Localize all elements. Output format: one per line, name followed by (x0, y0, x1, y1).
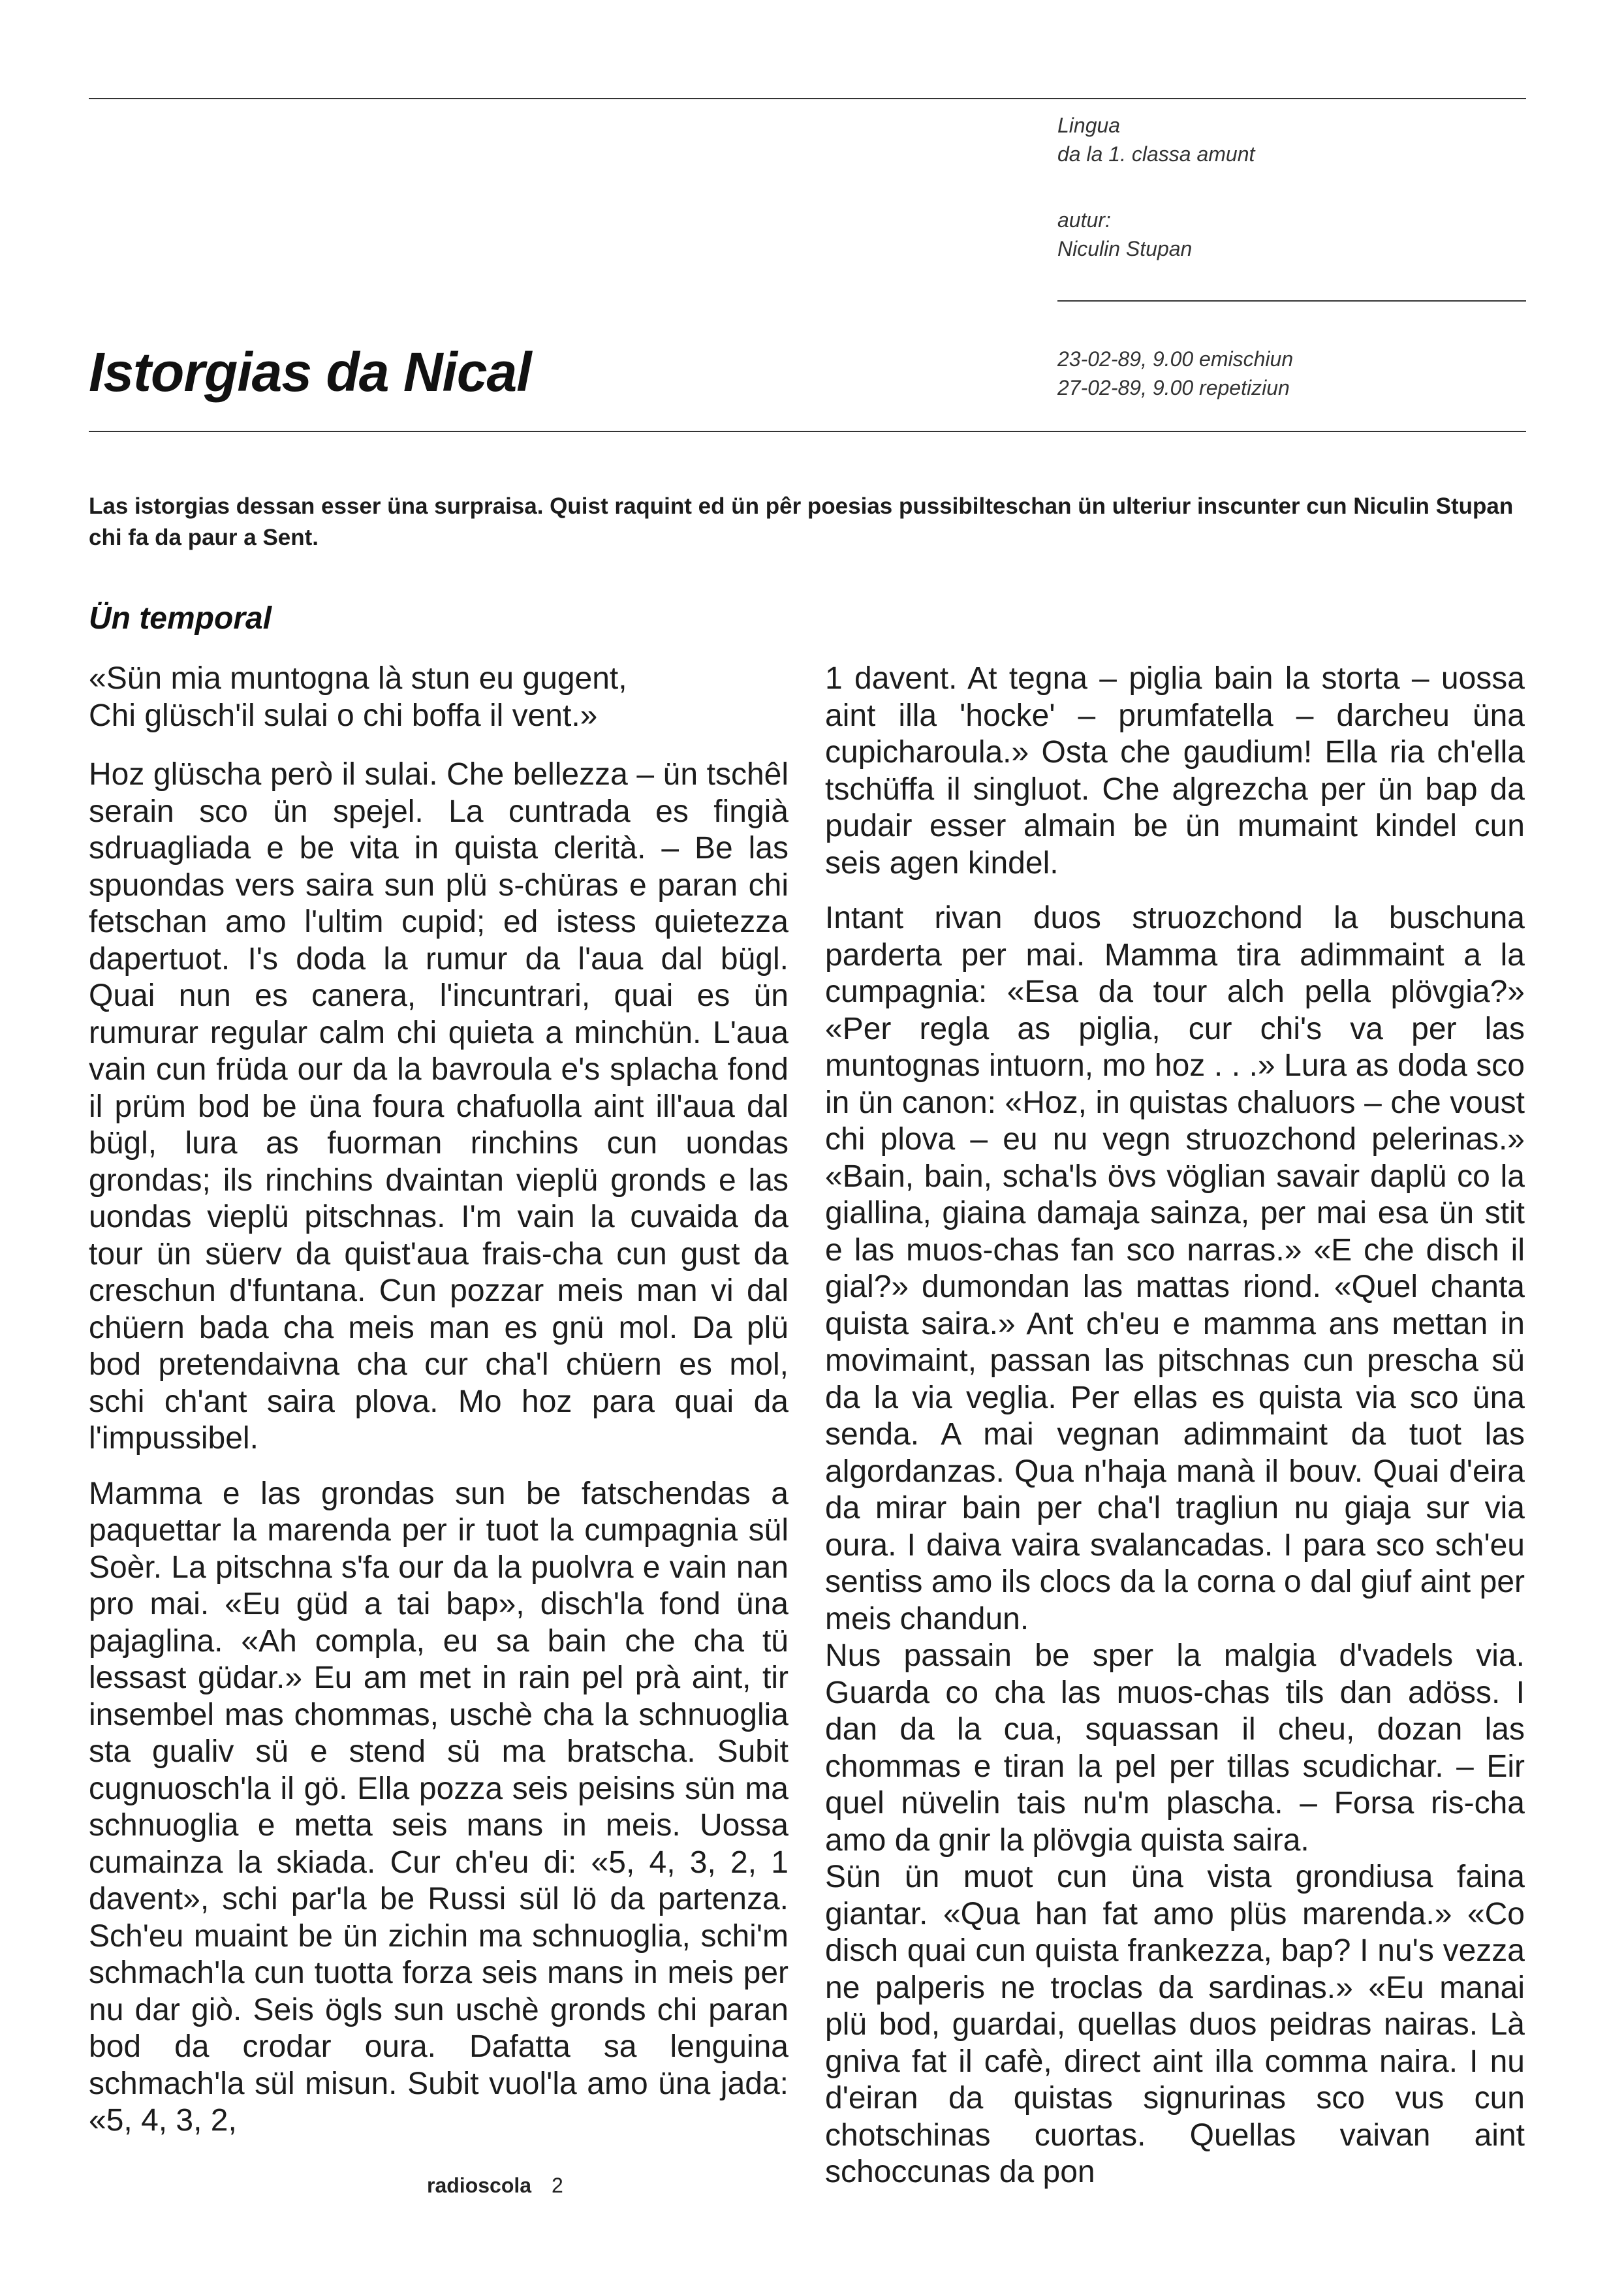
paragraph: Intant rivan duos struozchond la buschuna parderta per mai. Mamma tira adimmaint a la cumpagnia: «Esa da tour alch pella plövgia?» «Per regla as piglia, cur chi's va per las muntognas intuorn, mo hoz . . .» Lura as doda sco in ün canon: «Hoz, in quistas chaluors – che voust chi plova – eu nu vegn struozchond pelerinas.» «Bain, bain, scha'ls övs vöglian savair daplü co la giallina, giaina damaja sainza, per mai esa ün stit e las muos-chas fan sco narras.» «E che disch il gial?» dumondan las mattas riond. «Quel chanta quista saira.» Ant ch'eu e mamma ans mettan in movimaint, passan las pitschnas cun prescha sü da la via veglia. Per ellas es quista via sco üna senda. A mai vegnan adimmaint da tuot las algordanzas. Qua n'haja manà il bouv. Quai d'eira da mirar bain per cha'l tragliun nu giaja sur via oura. I daiva vaira svalancadas. I para sco sch'eu sentiss amo ils clocs da la corna o dal giuf aint per meis chandun. (825, 901, 1525, 1636)
left-column (89, 661, 789, 2140)
page-title: Istorgias da Nical (89, 341, 531, 403)
grade-label: da la 1. classa amunt (1057, 142, 1255, 166)
paragraph: Mamma e las grondas sun be fatschendas a paquettar la marenda per ir tuot la cumpagnia sül Soèr. La pitschna s'fa our da la puolvra e vain nan pro mai. «Eu güd a tai bap», disch'la fond üna pajaglina. «Ah compla, eu sa bain che cha tü lessast güdar.» Eu am met in rain pel prà aint, tir insembel mas chommas, uschè cha la schnuoglia sta gualiv sü e stend sü ma bratscha. Subit cugnuosch'la il gö. Ella pozza seis peisins sün ma schnuoglia e metta seis mans in meis. Uossa cumainza la skiada. Cur ch'eu di: «5, 4, 3, 2, 1 davent», schi par'la be Russi sül lö da partenza. Sch'eu muaint be ün zichin ma schnuoglia, schi'm schmach'la cun tuotta forza seis mans in meis per nu dar giò. Seis ögls sun uschè gronds chi paran bod da crodar oura. Dafatta sa lenguina schmach'la sül misun. Subit vuol'la amo üna jada: «5, 4, 3, 2, (89, 1476, 789, 2138)
subject-label: Lingua (1057, 114, 1121, 137)
poem-line: «Sün mia muntogna là stun eu gugent, (89, 661, 627, 696)
author-block (1057, 206, 1192, 263)
poem-line: Chi glüsch'il sulai o chi boffa il vent.» (89, 698, 598, 733)
repeat-date: 27-02-89, 9.00 repetiziun (1057, 376, 1290, 399)
author-label: autur: (1057, 208, 1111, 232)
page-footer (427, 2174, 563, 2198)
poem (89, 661, 789, 734)
paragraph: Hoz glüscha però il sulai. Che bellezza – ün tschêl serain sco ün spejel. La cuntrada es fingià sdruagliada e be vita in quista clerità. – Be las spuondas vers saira sun plü s-chüras e paran chi fetschan amo l'ultim cupid; ed istess quietezza dapertuot. I's doda la rumur da l'aua dal bügl. Quai nun es canera, l'incuntrari, quai es ün rumurar regular calm chi quieta a minchün. L'aua vain cun früda our da la bavroula e's splacha fond il prüm bod be üna foura chafuolla aint ill'aua dal bügl, lura as fuorman rinchins cun uondas grondas; ils rinchins dvaintan vieplü gronds e las uondas vieplü pitschnas. I'm vain la cuvaida da tour ün süerv da quist'aua frais-cha cun gust da creschun d'funtana. Cun pozzar meis man vi dal chüern bada cha meis man es gnü mol. Da plü bod pretendaivna cha cur cha'l chüern es mol, schi ch'ant saira plova. Mo hoz para quai da l'impussibel. (89, 757, 789, 1456)
intro-text: Las istorgias dessan esser üna surpraisa. Quist raquint ed ün pêr poesias pussibilteschan ün ulteriur inscunter cun Niculin Stupan chi fa da paur a Sent. (89, 493, 1514, 550)
schedule-block (1057, 345, 1293, 402)
paragraph: 1 davent. At tegna – piglia bain la storta – uossa aint illa 'hocke' – prumfatella – darcheu üna cupicharoula.» Osta che gaudium! Ella ria ch'ella tschüffa il singluot. Che algrezcha per ün bap da pudair esser almain be ün mumaint kindel cun seis agen kindel. (825, 661, 1525, 881)
header-bottom-rule (89, 431, 1526, 432)
top-rule (89, 98, 1526, 99)
section-title: Ün temporal (89, 601, 272, 636)
subject-block (1057, 111, 1255, 168)
page-number: 2 (551, 2174, 563, 2197)
publication-name: radioscola (427, 2174, 532, 2197)
right-column (825, 661, 1525, 2191)
broadcast-date: 23-02-89, 9.00 emischiun (1057, 347, 1294, 371)
meta-rule (1057, 300, 1526, 302)
paragraph: Sün ün muot cun üna vista grondiusa faina giantar. «Qua han fat amo plüs marenda.» «Co disch quai cun quista frankezza, bap? I nu's vezza ne palperis ne troclas da sardinas.» «Eu manai plü bod, guardai, quellas duos peidras nairas. Là gniva fat il cafè, direct aint illa comma naira. I nu d'eiran da quistas signurinas sco vus cun chotschinas cuortas. Quellas vaivan aint schoccunas da pon (825, 1860, 1525, 2189)
author-name: Niculin Stupan (1057, 237, 1193, 260)
paragraph: Nus passain be sper la malgia d'vadels via. Guarda co cha las muos-chas tils dan adöss. I dan da la cua, squassan il cheu, dozan las chommas e tiran la pel per tillas scudichar. – Eir quel nüvelin tais nu'm plascha. – Forsa ris-cha amo da gnir la plövgia quista saira. (825, 1638, 1525, 1858)
